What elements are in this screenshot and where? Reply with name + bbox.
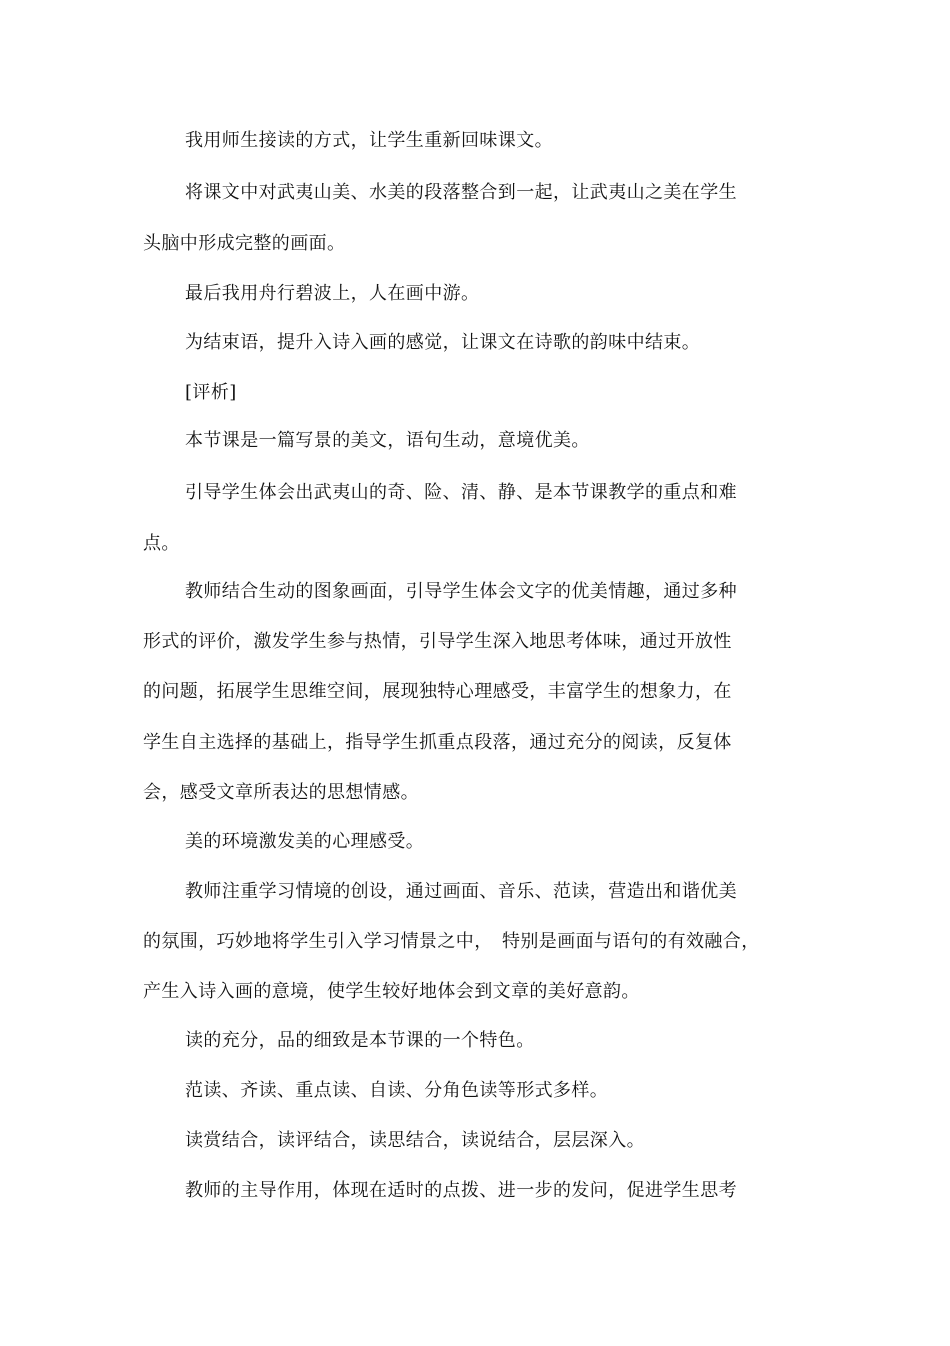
text-line: 学生自主选择的基础上，指导学生抓重点段落，通过充分的阅读，反复体	[143, 732, 732, 753]
text-line: 形式的评价，激发学生参与热情，引导学生深入地思考体味，通过开放性	[143, 631, 732, 652]
text-line: 将课文中对武夷山美、水美的段落整合到一起，让武夷山之美在学生	[185, 182, 737, 203]
text-line: 读的充分，品的细致是本节课的一个特色。	[185, 1030, 535, 1051]
text-line: 产生入诗入画的意境，使学生较好地体会到文章的美好意韵。	[143, 981, 640, 1002]
section-heading: [评析]	[185, 382, 237, 403]
text-line: 引导学生体会出武夷山的奇、险、清、静、是本节课教学的重点和难	[185, 482, 737, 503]
text-line: 点。	[143, 533, 180, 554]
text-line: 美的环境激发美的心理感受。	[185, 831, 425, 852]
text-line: 本节课是一篇写景的美文，语句生动，意境优美。	[185, 430, 590, 451]
text-line: 的氛围，巧妙地将学生引入学习情景之中， 特别是画面与语句的有效融合，	[143, 931, 760, 952]
text-line: 教师结合生动的图象画面，引导学生体会文字的优美情趣，通过多种	[185, 581, 737, 602]
text-line: 的问题，拓展学生思维空间，展现独特心理感受，丰富学生的想象力，在	[143, 681, 732, 702]
text-line: 范读、齐读、重点读、自读、分角色读等形式多样。	[185, 1080, 609, 1101]
text-line: 教师的主导作用，体现在适时的点拨、进一步的发问，促进学生思考	[185, 1180, 737, 1201]
text-line: 读赏结合，读评结合，读思结合，读说结合，层层深入。	[185, 1130, 645, 1151]
text-line: 教师注重学习情境的创设，通过画面、音乐、范读，营造出和谐优美	[185, 881, 737, 902]
text-line: 会，感受文章所表达的思想情感。	[143, 782, 419, 803]
text-line: 为结束语，提升入诗入画的感觉，让课文在诗歌的韵味中结束。	[185, 332, 701, 353]
text-line: 最后我用舟行碧波上，人在画中游。	[185, 283, 480, 304]
text-line: 头脑中形成完整的画面。	[143, 233, 346, 254]
text-line: 我用师生接读的方式，让学生重新回味课文。	[185, 130, 553, 151]
